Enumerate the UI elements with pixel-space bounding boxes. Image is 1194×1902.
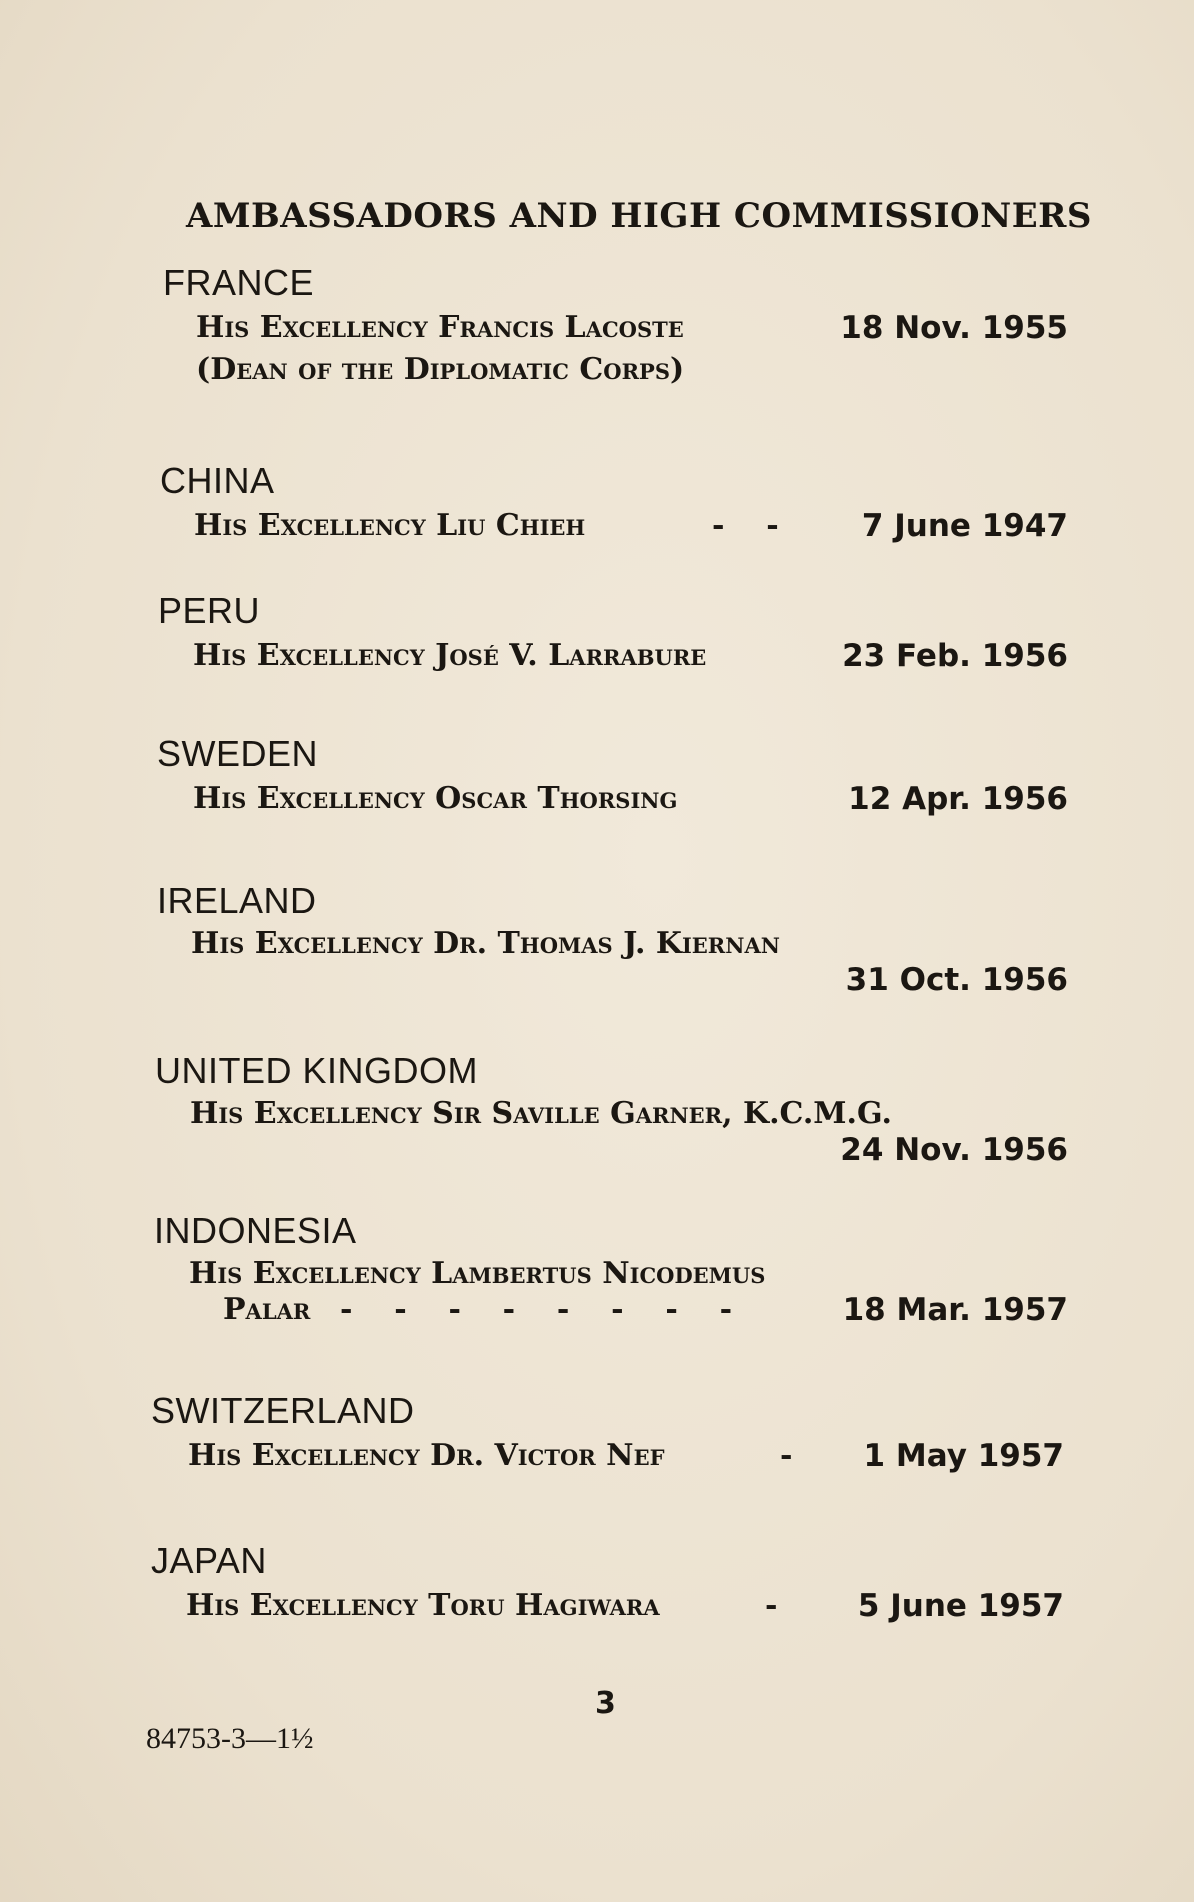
dot-leaders: - - - - - - - - — [340, 1292, 733, 1327]
envoy-name: His Excellency Francis Lacoste — [196, 310, 684, 345]
country-name: UNITED KINGDOM — [155, 1050, 479, 1091]
appointment-date: 31 Oct. 1956 — [845, 962, 1068, 998]
envoy-title: (Dean of the Diplomatic Corps) — [196, 352, 685, 387]
dot-leaders: - — [780, 1438, 793, 1473]
country-name: FRANCE — [163, 262, 315, 303]
envoy-name: His Excellency José V. Larrabure — [193, 638, 707, 673]
country-name: INDONESIA — [154, 1210, 357, 1251]
appointment-date: 18 Mar. 1957 — [842, 1292, 1068, 1328]
country-name: IRELAND — [157, 880, 317, 921]
dot-leaders: - - — [712, 508, 779, 543]
country-name: SWITZERLAND — [151, 1390, 415, 1431]
page-number: 3 — [595, 1686, 616, 1721]
envoy-name: His Excellency Oscar Thorsing — [193, 781, 678, 816]
appointment-date: 24 Nov. 1956 — [840, 1132, 1068, 1168]
country-name: CHINA — [160, 460, 275, 501]
country-name: PERU — [158, 590, 261, 631]
appointment-date: 12 Apr. 1956 — [848, 781, 1068, 817]
envoy-name: His Excellency Sir Saville Garner, K.C.M.G. — [190, 1096, 892, 1131]
envoy-name-continued: Palar — [223, 1292, 311, 1327]
appointment-date: 18 Nov. 1955 — [840, 310, 1068, 346]
print-code: 84753-3—1½ — [146, 1722, 314, 1755]
page-heading: AMBASSADORS AND HIGH COMMISSIONERS — [186, 196, 1092, 236]
appointment-date: 5 June 1957 — [857, 1588, 1064, 1624]
dot-leaders: - — [765, 1588, 778, 1623]
appointment-date: 23 Feb. 1956 — [842, 638, 1068, 674]
country-name: SWEDEN — [157, 733, 319, 774]
country-name: JAPAN — [151, 1540, 267, 1581]
appointment-date: 7 June 1947 — [861, 508, 1068, 544]
appointment-date: 1 May 1957 — [863, 1438, 1064, 1474]
envoy-name: His Excellency Liu Chieh — [194, 508, 586, 543]
envoy-name: His Excellency Toru Hagiwara — [186, 1588, 660, 1623]
envoy-name: His Excellency Lambertus Nicodemus — [189, 1256, 766, 1291]
envoy-name: His Excellency Dr. Victor Nef — [188, 1438, 665, 1473]
envoy-name: His Excellency Dr. Thomas J. Kiernan — [191, 926, 780, 961]
